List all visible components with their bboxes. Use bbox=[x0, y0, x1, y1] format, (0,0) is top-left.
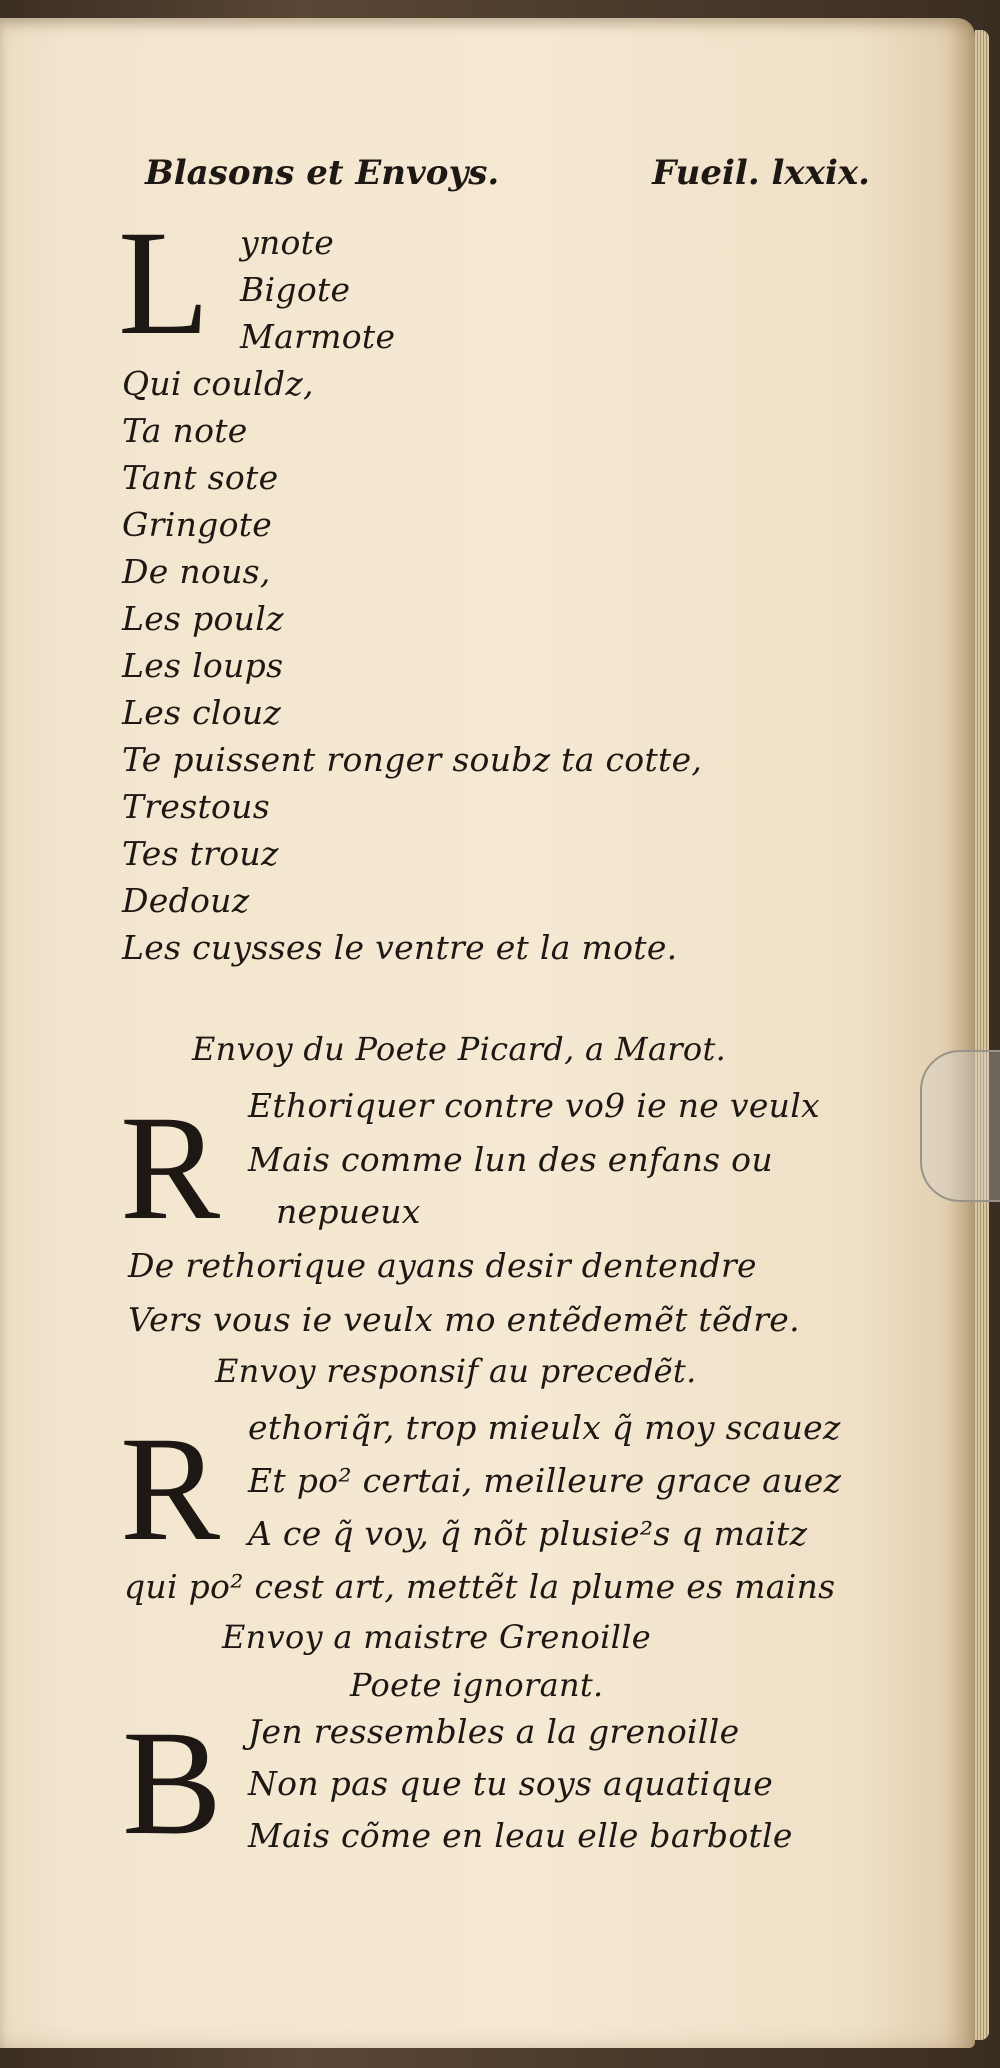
poem-line: nepueux bbox=[276, 1192, 421, 1231]
dropcap-l: L bbox=[118, 200, 210, 366]
poem-line: Tes trouz bbox=[122, 834, 279, 873]
poem-line: Les loups bbox=[122, 646, 284, 685]
envoy-subtitle: Poete ignorant. bbox=[350, 1666, 604, 1704]
poem-line: Jen ressembles a la grenoille bbox=[248, 1712, 740, 1751]
dropcap-r: R bbox=[120, 1406, 221, 1572]
poem-line: Et po² certai, meilleure grace auez bbox=[248, 1461, 842, 1500]
page-edges bbox=[975, 30, 989, 2040]
poem-line: ynote bbox=[240, 223, 335, 262]
poem-line: A ce q̃ voy, q̃ nõt plusie²s q maitz bbox=[248, 1514, 808, 1553]
dropcap-b: B bbox=[122, 1700, 223, 1866]
poem-line: ethoriq̃r, trop mieulx q̃ moy scauez bbox=[248, 1408, 841, 1447]
poem-line: Dedouz bbox=[122, 881, 250, 920]
poem-line: Les clouz bbox=[122, 693, 282, 732]
poem-line: De nous, bbox=[122, 552, 271, 591]
folio-number: Fueil. lxxix. bbox=[652, 153, 870, 193]
poem-line: Ta note bbox=[122, 411, 248, 450]
poem-line: Marmote bbox=[240, 317, 396, 356]
running-header bbox=[145, 153, 870, 193]
poem-line: Mais cõme en leau elle barbotle bbox=[248, 1816, 793, 1855]
header-title: Blasons et Envoys. bbox=[145, 153, 500, 193]
poem-line: Qui couldz, bbox=[122, 364, 314, 403]
poem-line: Gringote bbox=[122, 505, 273, 544]
book-page bbox=[0, 18, 975, 2048]
poem-line: Bigote bbox=[240, 270, 351, 309]
envoy-title: Envoy responsif au precedẽt. bbox=[215, 1352, 697, 1390]
poem-line: Ethoriquer contre vo9 ie ne veulx bbox=[248, 1086, 820, 1125]
poem-line: Mais comme lun des enfans ou bbox=[248, 1140, 773, 1179]
poem-line: De rethorique ayans desir dentendre bbox=[128, 1246, 757, 1285]
poem-line: Tant sote bbox=[122, 458, 279, 497]
envoy-title: Envoy du Poete Picard, a Marot. bbox=[192, 1030, 727, 1068]
poem-line: Non pas que tu soys aquatique bbox=[248, 1764, 774, 1803]
poem-line: qui po² cest art, mettẽt la plume es mains bbox=[124, 1567, 836, 1606]
dropcap-r: R bbox=[120, 1085, 221, 1251]
poem-line: Te puissent ronger soubz ta cotte, bbox=[122, 740, 703, 779]
poem-line: Les cuysses le ventre et la mote. bbox=[122, 928, 678, 967]
bookmark-tab bbox=[920, 1050, 1000, 1202]
poem-line: Trestous bbox=[122, 787, 270, 826]
envoy-title: Envoy a maistre Grenoille bbox=[222, 1618, 651, 1656]
poem-line: Les poulz bbox=[122, 599, 284, 638]
poem-line: Vers vous ie veulx mo entẽdemẽt tẽdre. bbox=[128, 1300, 800, 1339]
